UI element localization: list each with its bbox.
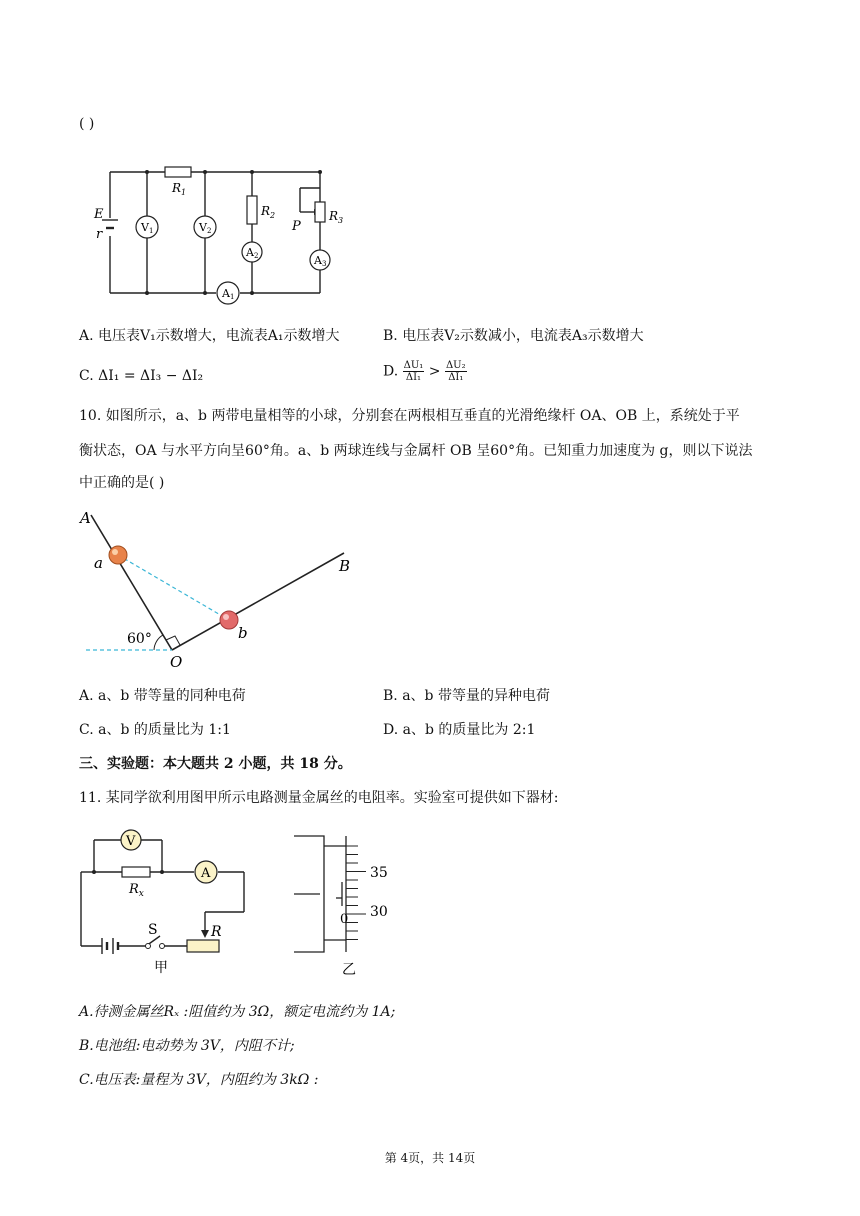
label-R2: R xyxy=(261,204,271,218)
q11-micrometer-yi xyxy=(290,832,410,982)
q10-option-d: D. a、b 的质量比为 2:1 xyxy=(383,722,536,738)
label-Rx: R xyxy=(129,882,139,897)
q11-item-a: A.待测金属丝Rₓ :阻值约为 3Ω，额定电流约为 1A; xyxy=(79,1004,396,1020)
label-Rx-sub: x xyxy=(138,889,144,899)
label-V2-sub: 2 xyxy=(206,227,212,235)
q9-circuit-diagram xyxy=(90,158,360,306)
label-P: P xyxy=(292,219,301,234)
label-A: A xyxy=(80,509,91,527)
svg-text:R2 xyxy=(260,204,275,220)
svg-text:R3 xyxy=(328,209,343,225)
label-yi: 乙 xyxy=(342,962,356,978)
svg-text:R1 xyxy=(171,181,186,197)
label-A1: A xyxy=(222,287,230,300)
q10-option-a: A. a、b 带等量的同种电荷 xyxy=(79,688,246,704)
label-R1: R xyxy=(172,181,182,195)
label-A3: A xyxy=(314,254,322,267)
section-heading: 三、实验题：本大题共 2 小题，共 18 分。 xyxy=(79,756,352,772)
label-r: r xyxy=(96,227,103,242)
q10-option-b: B. a、b 带等量的异种电荷 xyxy=(383,688,550,704)
q10-stem-line1: 10. 如图所示，a、b 两带电量相等的小球，分别套在两根相互垂直的光滑绝缘杆 OA、OB 上，系统处于平 xyxy=(79,408,740,424)
q11-stem: 11. 某同学欲利用图甲所示电路测量金属丝的电阻率。实验室可提供如下器材: xyxy=(79,790,559,806)
q9-answer-bracket: ( ) xyxy=(79,116,95,132)
label-R3: R xyxy=(329,209,339,223)
label-E: E xyxy=(94,207,104,222)
label-V1: V xyxy=(141,221,149,234)
q11-item-b: B.电池组:电动势为 3V，内阻不计; xyxy=(79,1038,295,1054)
label-V: V xyxy=(126,834,136,849)
label-O: O xyxy=(170,653,183,670)
label-A2: A xyxy=(246,246,254,259)
q9-option-c: C. ΔI₁ = ΔI₃ − ΔI₂ xyxy=(79,368,204,384)
q10-rods-figure xyxy=(76,505,366,670)
tick-35: 35 xyxy=(370,865,388,881)
page-footer: 第 4页，共 14页 xyxy=(384,1151,476,1165)
svg-text:Rx xyxy=(128,882,144,899)
label-A2-sub: 2 xyxy=(253,252,259,260)
label-jia: 甲 xyxy=(154,960,168,976)
q9-option-a: A. 电压表V₁示数增大，电流表A₁示数增大 xyxy=(79,328,340,344)
q10-stem-line3: 中正确的是( ) xyxy=(79,475,165,491)
label-angle-60: 60° xyxy=(127,631,152,647)
label-R: R xyxy=(211,924,222,940)
label-V2: V xyxy=(199,221,207,234)
zero-label: 0 xyxy=(340,912,349,927)
q11-circuit-jia xyxy=(74,822,254,982)
label-A: A xyxy=(201,866,211,881)
label-b: b xyxy=(238,624,248,642)
label-R1-sub: 1 xyxy=(181,188,187,197)
label-V1-sub: 1 xyxy=(148,227,154,235)
label-A3-sub: 3 xyxy=(321,260,327,268)
label-A1-sub: 1 xyxy=(229,293,235,301)
label-B: B xyxy=(339,557,351,575)
tick-30: 30 xyxy=(370,904,388,920)
q11-item-c: C.电压表:量程为 3V，内阻约为 3kΩ : xyxy=(79,1072,319,1088)
label-S: S xyxy=(148,922,158,938)
q10-option-c: C. a、b 的质量比为 1:1 xyxy=(79,722,231,738)
q10-stem-line2: 衡状态，OA 与水平方向呈60°角。a、b 两球连线与金属杆 OB 呈60°角。已知重力加速度为 g，则以下说法 xyxy=(79,443,753,459)
q9-option-d: D. $\frac{\text{ΔU₁}}{\text{ΔI₁}}$ > $\frac{\text{ΔU₂}}{\text{ΔI₁}}$ xyxy=(383,360,466,383)
label-R3-sub: 3 xyxy=(338,216,344,225)
q9-option-b: B. 电压表V₂示数减小，电流表A₃示数增大 xyxy=(383,328,644,344)
label-a: a xyxy=(94,554,103,572)
label-R2-sub: 2 xyxy=(270,211,276,220)
